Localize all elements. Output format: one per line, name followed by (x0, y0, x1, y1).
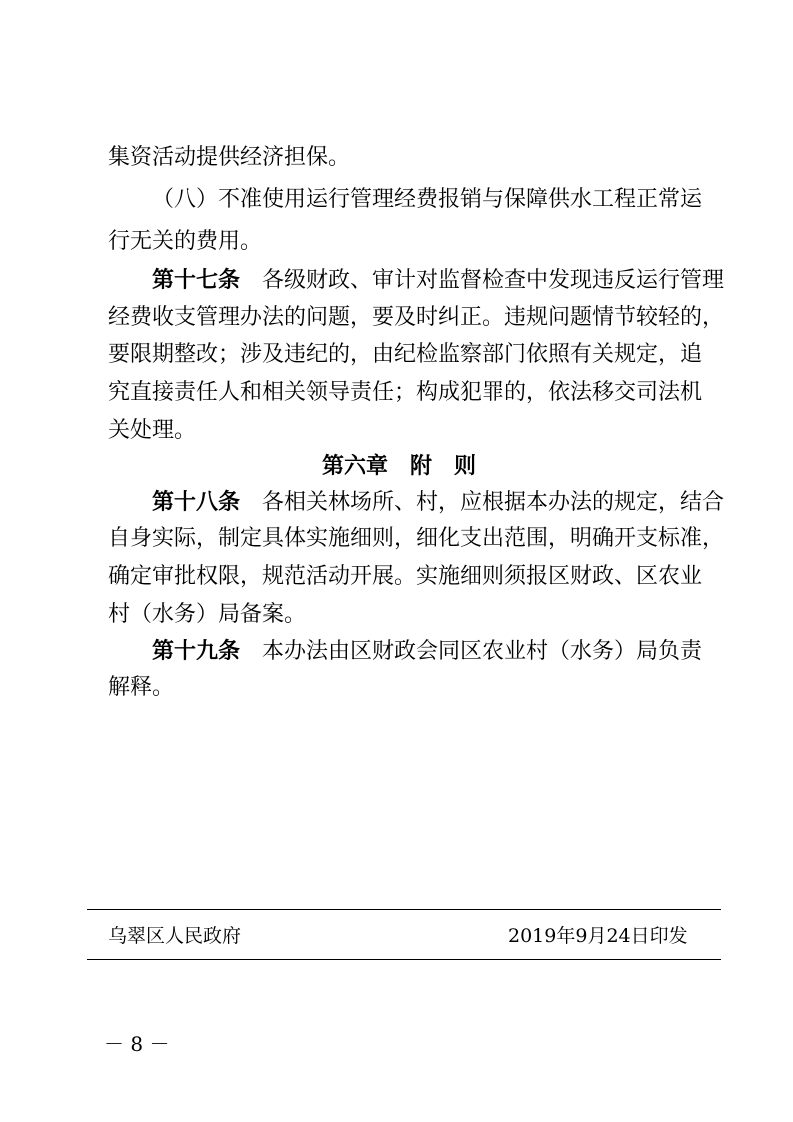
footer-issuer: 乌翠区人民政府 (108, 925, 242, 947)
article-17-line-1 (108, 262, 725, 298)
item-eight-line-1: （八）不准使用运行管理经费报销与保障供水工程正常运 (152, 187, 703, 212)
article-19-title: 第十九条 (152, 638, 241, 664)
page-number: － 8 － (104, 1032, 170, 1056)
text-line: 集资活动提供经济担保。 (108, 145, 351, 170)
article-18-line-4: 村（水务）局备案。 (108, 602, 307, 627)
article-19-line-2: 解释。 (108, 675, 175, 700)
article-18-text: 各相关林场所、村，应根据本办法的规定，结合 (262, 490, 725, 515)
footer-print-date: 2019年9月24日印发 (508, 925, 688, 947)
article-17-line-2: 经费收支管理办法的问题，要及时纠正。违规问题情节较轻的， (108, 305, 725, 330)
article-18-line-2: 自身实际，制定具体实施细则，细化支出范围，明确开支标准， (108, 526, 725, 551)
article-17-line-3: 要限期整改；涉及违纪的，由纪检监察部门依照有关规定，追 (108, 342, 703, 367)
article-19-text: 本办法由区财政会同区农业村（水务）局负责 (262, 639, 703, 664)
footer-top-rule (87, 909, 721, 910)
chapter-title: 第六章 附 则 (321, 453, 476, 479)
article-18-line-3: 确定审批权限，规范活动开展。实施细则须报区财政、区农业 (108, 564, 703, 589)
article-17-text: 各级财政、审计对监督检查中发现违反运行管理 (262, 268, 725, 293)
article-19-line-1 (108, 633, 703, 669)
article-17-line-5: 关处理。 (108, 418, 197, 443)
article-18-line-1 (108, 484, 725, 520)
footer-bottom-rule (87, 959, 721, 960)
article-17-line-4: 究直接责任人和相关领导责任；构成犯罪的，依法移交司法机 (108, 380, 703, 405)
item-eight-line-2: 行无关的费用。 (108, 229, 263, 254)
article-17-title: 第十七条 (152, 267, 241, 293)
article-18-title: 第十八条 (152, 489, 241, 515)
